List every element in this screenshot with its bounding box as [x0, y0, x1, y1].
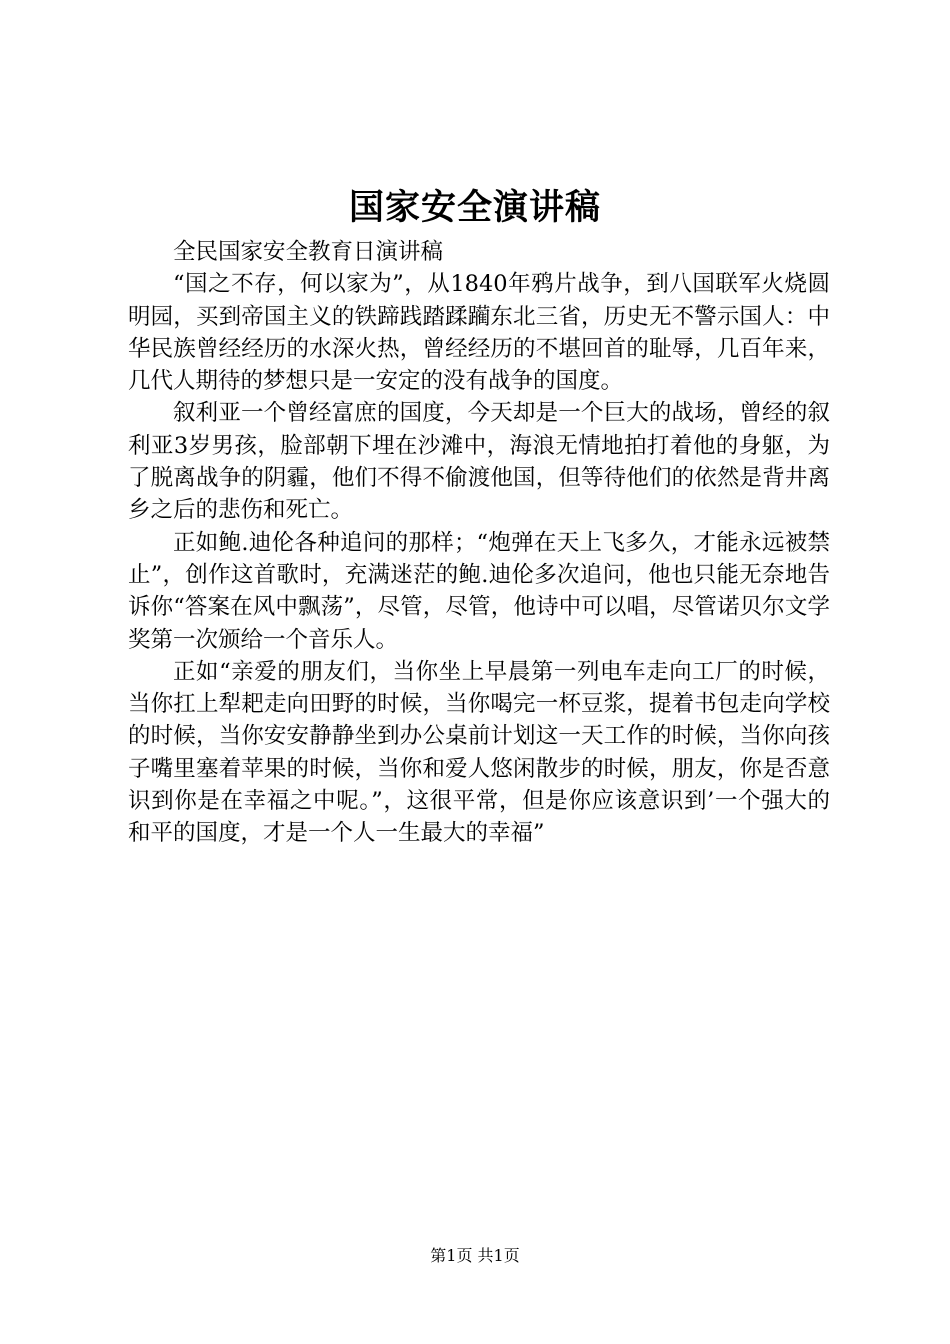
- subtitle-paragraph: 全民国家安全教育日演讲稿: [173, 239, 444, 265]
- document-title: 国家安全演讲稿: [348, 187, 601, 228]
- document-body: [128, 236, 830, 850]
- body-paragraph: 正如“亲爱的朋友们，当你坐上早晨第一列电车走向工厂的时候，当你扛上犁耙走向田野的时候，当你喝完一杯豆浆，提着书包走向学校的时候，当你安安静静坐到办公桌前计划这一天工作的时候，当你向孩子嘴里塞着苹果的时候，当你和爱人悠闲散步的时候，朋友，你是否意识到你是在幸福之中呢。”，这很平常，但是你应该意识到’一个强大的和平的国度，才是一个人一生最大的幸福”: [128, 658, 830, 847]
- body-paragraph: 正如鲍.迪伦各种追问的那样；“炮弹在天上飞多久，才能永远被禁止”，创作这首歌时，充满迷茫的鲍.迪伦多次追问，他也只能无奈地告诉你“答案在风中飘荡”，尽管，尽管，他诗中可以唱，尽管诺贝尔文学奖第一次颁给一个音乐人。: [128, 529, 830, 653]
- body-paragraph: 叙利亚一个曾经富庶的国度，今天却是一个巨大的战场，曾经的叙利亚3岁男孩，脸部朝下埋在沙滩中，海浪无情地拍打着他的身躯，为了脱离战争的阴霾，他们不得不偷渡他国，但等待他们的依然是背井离乡之后的悲伤和死亡。: [128, 400, 830, 524]
- body-paragraph: “国之不存，何以家为”，从1840年鸦片战争，到八国联军火烧圆明园，买到帝国主义的铁蹄践踏蹂躏东北三省，历史无不警示国人：中华民族曾经经历的水深火热，曾经经历的不堪回首的耻辱，几百年来，几代人期待的梦想只是一安定的没有战争的国度。: [128, 271, 830, 395]
- page-number-footer: 第1页 共1页: [430, 1246, 520, 1265]
